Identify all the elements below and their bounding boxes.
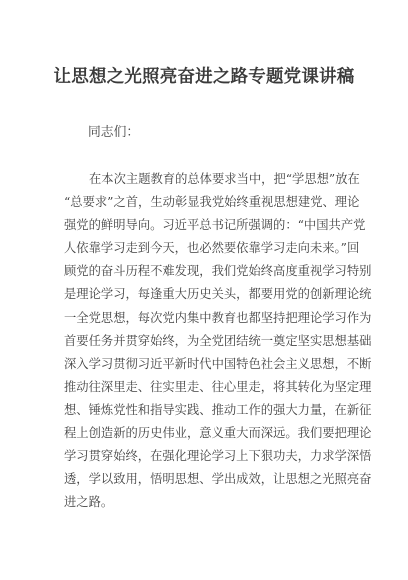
paragraph-line: 在本次主题教育的总体要求当中，把“学思想”放在	[89, 172, 360, 186]
paragraph-line: 人依靠学习走到今天，也必然要依靠学习走向未来。”回	[64, 241, 360, 256]
paragraph-line: “总要求”之首，生动彰显我党始终重视思想建党、理论	[64, 195, 360, 210]
paragraph-line: 顾党的奋斗历程不难发现，我们党始终高度重视学习特别	[64, 264, 372, 279]
paragraph-line: 深入学习贯彻习近平新时代中国特色社会主义思想，不断	[64, 356, 372, 371]
document-title: 让思想之光照亮奋进之路专题党课讲稿	[53, 67, 355, 87]
salutation: 同志们：	[88, 125, 140, 140]
paragraph-line: 程上创造新的历史伟业，意义重大而深远。我们要把理论	[64, 426, 372, 441]
paragraph-line: 是理论学习，每逢重大历史关头，都要用党的创新理论统	[64, 287, 372, 302]
paragraph-line: 推动往深里走、往实里走、往心里走，将其转化为坚定理	[64, 379, 372, 394]
paragraph-line: 透，学以致用，悟明思想、学出成效，让思想之光照亮奋	[64, 472, 372, 487]
paragraph-line: 首要任务并贯穿始终，为全党团结统一奠定坚实思想基础	[64, 333, 372, 348]
body-paragraph	[64, 168, 372, 514]
paragraph-line: 强党的鲜明导向。习近平总书记所强调的：“中国共产党	[64, 218, 366, 233]
paragraph-line: 学习贯穿始终，在强化理论学习上下狠功夫，力求学深悟	[64, 449, 372, 464]
paragraph-line: 想、锤炼党性和指导实践、推动工作的强大力量，在新征	[64, 402, 372, 417]
paragraph-line: 一全党思想，每次党内集中教育也都坚持把理论学习作为	[64, 310, 372, 325]
paragraph-line: 进之路。	[64, 495, 114, 510]
